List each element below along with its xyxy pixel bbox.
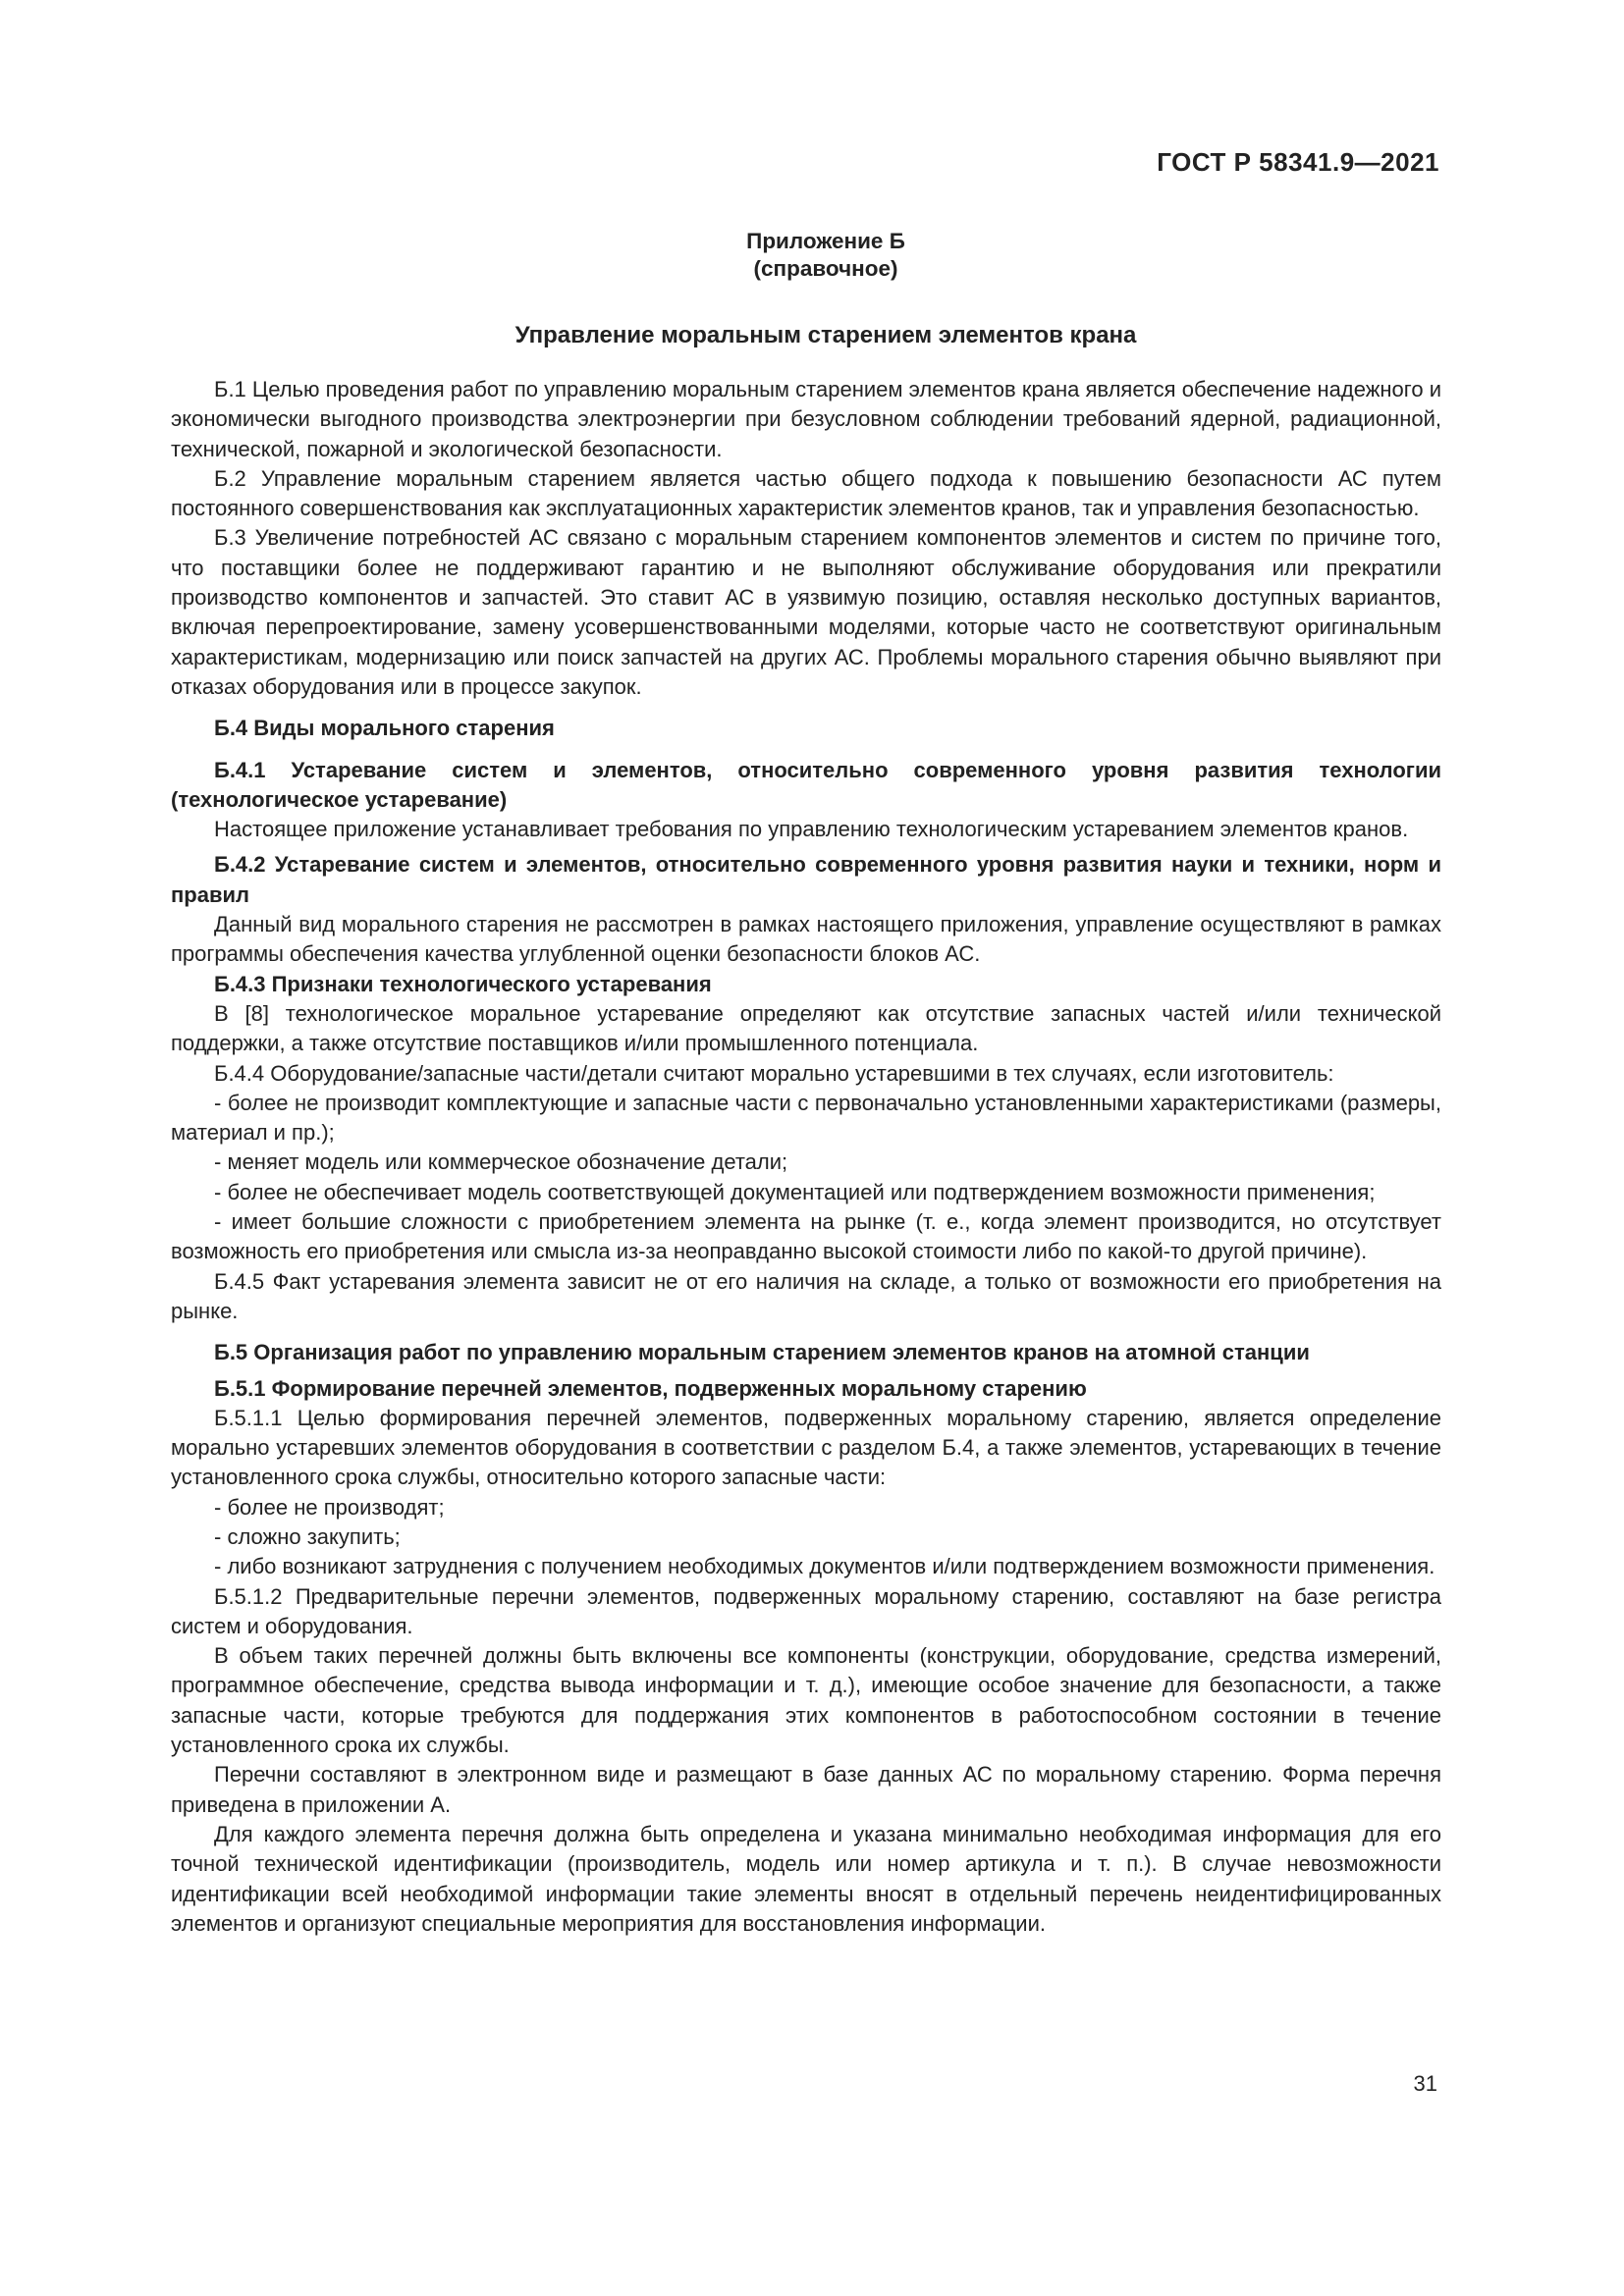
paragraph: Данный вид морального старения не рассмотрен в рамках настоящего приложения, управление осуществляют в рамках программы обеспечения качества углубленной оценки безопасности блоков АС. — [171, 912, 1441, 967]
paragraph: Для каждого элемента перечня должна быть определена и указана минимально необходимая информация для его точной технической идентификации (производитель, модель или номер артикула и т. п.). В случае невозможности идентификации всей необходимой информации такие элементы вносят в отдельный перечень неидентифицированных элементов и организуют специальные мероприятия для восстановления информации. — [171, 1821, 1441, 1936]
paragraph: Б.4.4 Оборудование/запасные части/детали считают морально устаревшими в тех случаях, если изготовитель: — [214, 1060, 1334, 1086]
page-number: 31 — [1413, 2071, 1437, 2096]
paragraph: В объем таких перечней должны быть включены все компоненты (конструкции, оборудование, средства измерений, программное обеспечение, средства вывода информации и т. д.), имеющие особое значение для безопасности, а также запасные части, которые требуются для поддержания этих компонентов в работоспособном состоянии в течение установленного срока их службы. — [171, 1643, 1441, 1758]
paragraph: В [8] технологическое моральное устаревание определяют как отсутствие запасных частей и/или технической поддержки, а также отсутствие поставщиков и/или промышленного потенциала. — [171, 1000, 1441, 1056]
section-heading: Б.4.3 Признаки технологического устаревания — [214, 971, 712, 996]
paragraph: - более не производит комплектующие и запасные части с первоначально установленными характеристиками (размеры, материал и пр.); — [171, 1090, 1441, 1146]
paragraph: Б.4.5 Факт устаревания элемента зависит не от его наличия на складе, а только от возможности его приобретения на рынке. — [171, 1268, 1441, 1323]
section-heading: Б.5.1 Формирование перечней элементов, подверженных моральному старению — [214, 1375, 1087, 1401]
annex-status: (справочное) — [753, 256, 898, 281]
paragraph: - имеет большие сложности с приобретением элемента на рынке (т. е., когда элемент производится, но отсутствует возможность его приобретения или смысла из-за неоправданно высокой стоимости либо по какой-то другой причине). — [171, 1209, 1441, 1264]
paragraph: Б.5.1.1 Целью формирования перечней элементов, подверженных моральному старению, является определение морально устаревших элементов оборудования в соответствии с разделом Б.4, а также элементов, устаревающих в течение установленного срока службы, относительно которого запасные части: — [171, 1405, 1441, 1490]
annex-body — [171, 375, 1441, 1939]
section-heading: Б.5 Организация работ по управлению моральным старением элементов кранов на атомной станции — [214, 1340, 1310, 1365]
paragraph: Б.1 Целью проведения работ по управлению моральным старением элементов крана является обеспечение надежного и экономически выгодного производства электроэнергии при безусловном соблюдении требований ядерной, радиационной, технической, пожарной и экологической безопасности. — [171, 377, 1441, 461]
paragraph: Настоящее приложение устанавливает требования по управлению технологическим устареванием элементов кранов. — [214, 817, 1409, 842]
paragraph: - более не производят; — [214, 1494, 445, 1520]
paragraph: Б.2 Управление моральным старением является частью общего подхода к повышению безопасности АС путем постоянного совершенствования как эксплуатационных характеристик элементов кранов, так и управления безопасностью. — [171, 465, 1441, 521]
paragraph: - либо возникают затруднения с получением необходимых документов и/или подтверждением возможности применения. — [214, 1554, 1435, 1579]
section-heading: Б.4.1 Устаревание систем и элементов, относительно современного уровня развития технологии (технологическое устаревание) — [171, 757, 1441, 812]
annex-heading — [210, 0, 1441, 283]
paragraph: Б.3 Увеличение потребностей АС связано с моральным старением компонентов элементов и систем по причине того, что поставщики более не поддерживают гарантию и не выполняют обслуживание оборудования или прекратили производство компонентов и запчастей. Это ставит АС в уязвимую позицию, оставляя несколько доступных вариантов, включая перепроектирование, замену усовершенствованными моделями, которые часто не соответствуют оригинальным характеристикам, модернизацию или поиск запчастей на других АС. Проблемы морального старения обычно выявляют при отказах оборудования или в процессе закупок. — [171, 525, 1441, 699]
annex-label: Приложение Б — [746, 229, 905, 253]
paragraph: Б.5.1.2 Предварительные перечни элементов, подверженных моральному старению, составляют на базе регистра систем и оборудования. — [171, 1583, 1441, 1638]
section-heading: Б.4 Виды морального старения — [214, 716, 555, 741]
paragraph: - меняет модель или коммерческое обозначение детали; — [214, 1149, 788, 1175]
paragraph: - более не обеспечивает модель соответствующей документацией или подтверждением возможности применения; — [214, 1179, 1376, 1204]
section-heading: Б.4.2 Устаревание систем и элементов, относительно современного уровня развития науки и техники, норм и правил — [171, 852, 1441, 907]
annex-title: Управление моральным старением элементов крана — [514, 322, 1137, 348]
paragraph: - сложно закупить; — [214, 1523, 401, 1549]
paragraph: Перечни составляют в электронном виде и размещают в базе данных АС по моральному старению. Форма перечня приведена в приложении А. — [171, 1762, 1441, 1817]
document-code: ГОСТ Р 58341.9—2021 — [1157, 147, 1439, 177]
